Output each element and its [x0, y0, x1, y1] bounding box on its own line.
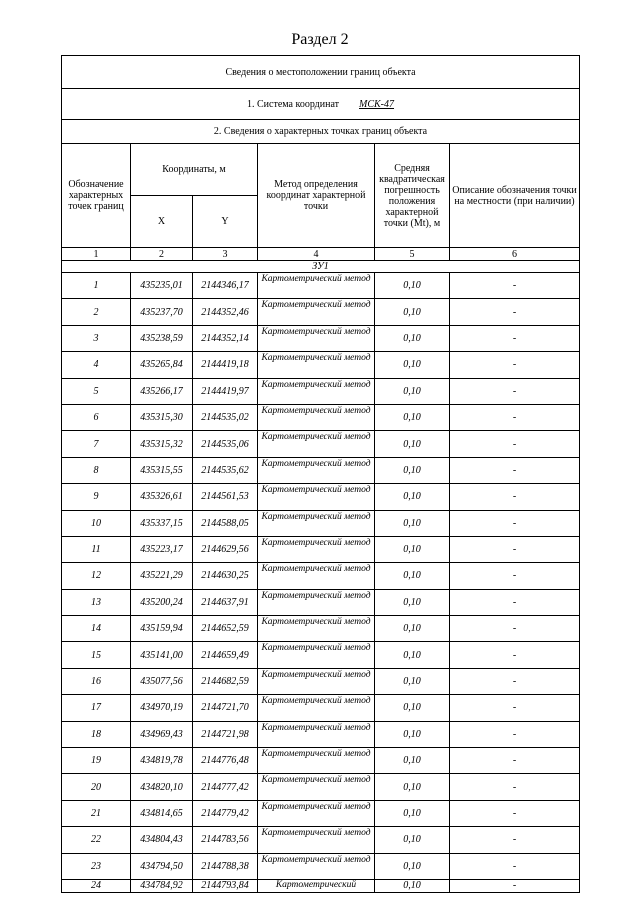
y-coordinate: 2144776,48: [193, 748, 258, 774]
x-coordinate: 435266,17: [131, 378, 193, 404]
y-coordinate: 2144629,56: [193, 536, 258, 562]
y-coordinate: 2144777,42: [193, 774, 258, 800]
point-number: 8: [62, 457, 131, 483]
y-coordinate: 2144535,02: [193, 404, 258, 430]
y-coordinate: 2144419,97: [193, 378, 258, 404]
x-coordinate: 435238,59: [131, 325, 193, 351]
table-row: [62, 325, 580, 351]
description-cell: -: [450, 853, 580, 879]
table-row: [62, 431, 580, 457]
table-row: [62, 748, 580, 774]
y-coordinate: 2144779,42: [193, 800, 258, 826]
y-coordinate: 2144535,62: [193, 457, 258, 483]
error-cell: 0,10: [375, 642, 450, 668]
description-cell: -: [450, 589, 580, 615]
method-cell: Картометрический метод: [258, 536, 375, 562]
method-cell: Картометрический метод: [258, 748, 375, 774]
col-x: X: [131, 196, 193, 248]
point-number: 2: [62, 299, 131, 325]
method-cell: Картометрический метод: [258, 668, 375, 694]
col-number: 6: [450, 248, 580, 261]
error-cell: 0,10: [375, 378, 450, 404]
y-coordinate: 2144659,49: [193, 642, 258, 668]
x-coordinate: 435326,61: [131, 484, 193, 510]
description-cell: -: [450, 352, 580, 378]
description-cell: -: [450, 273, 580, 299]
method-cell: Картометрический метод: [258, 827, 375, 853]
y-coordinate: 2144630,25: [193, 563, 258, 589]
page-title: Раздел 2: [291, 31, 349, 48]
y-coordinate: 2144793,84: [193, 879, 258, 892]
error-cell: 0,10: [375, 563, 450, 589]
description-cell: -: [450, 642, 580, 668]
point-number: 5: [62, 378, 131, 404]
point-number: 14: [62, 616, 131, 642]
description-cell: -: [450, 457, 580, 483]
description-cell: -: [450, 695, 580, 721]
y-coordinate: 2144637,91: [193, 589, 258, 615]
col-method: Метод определения координат характерной точки: [258, 144, 375, 248]
x-coordinate: 435221,29: [131, 563, 193, 589]
point-number: 20: [62, 774, 131, 800]
col-number: 1: [62, 248, 131, 261]
description-cell: -: [450, 616, 580, 642]
method-cell: Картометрический метод: [258, 642, 375, 668]
description-cell: -: [450, 431, 580, 457]
point-number: 6: [62, 404, 131, 430]
table-row: [62, 273, 580, 299]
x-coordinate: 434819,78: [131, 748, 193, 774]
table-row: [62, 827, 580, 853]
y-coordinate: 2144352,14: [193, 325, 258, 351]
method-cell: Картометрический: [258, 879, 375, 892]
col-description: Описание обозначения точки на местности (при наличии): [450, 144, 580, 248]
point-number: 10: [62, 510, 131, 536]
table-row: [62, 774, 580, 800]
y-coordinate: 2144419,18: [193, 352, 258, 378]
description-cell: -: [450, 484, 580, 510]
method-cell: Картометрический метод: [258, 853, 375, 879]
description-cell: -: [450, 536, 580, 562]
error-cell: 0,10: [375, 616, 450, 642]
x-coordinate: 434784,92: [131, 879, 193, 892]
col-number: 3: [193, 248, 258, 261]
table-row: [62, 853, 580, 879]
method-cell: Картометрический метод: [258, 721, 375, 747]
method-cell: Картометрический метод: [258, 325, 375, 351]
x-coordinate: 435315,55: [131, 457, 193, 483]
point-number: 9: [62, 484, 131, 510]
x-coordinate: 435315,30: [131, 404, 193, 430]
y-coordinate: 2144721,98: [193, 721, 258, 747]
col-y: Y: [193, 196, 258, 248]
col-number: 4: [258, 248, 375, 261]
x-coordinate: 435223,17: [131, 536, 193, 562]
description-cell: -: [450, 879, 580, 892]
x-coordinate: 435235,01: [131, 273, 193, 299]
x-coordinate: 434970,19: [131, 695, 193, 721]
point-number: 17: [62, 695, 131, 721]
table-row: [62, 695, 580, 721]
table-row: [62, 589, 580, 615]
description-cell: -: [450, 800, 580, 826]
method-cell: Картометрический метод: [258, 431, 375, 457]
point-number: 11: [62, 536, 131, 562]
x-coordinate: 435237,70: [131, 299, 193, 325]
x-coordinate: 435315,32: [131, 431, 193, 457]
method-cell: Картометрический метод: [258, 299, 375, 325]
description-cell: -: [450, 721, 580, 747]
table-row: [62, 457, 580, 483]
error-cell: 0,10: [375, 695, 450, 721]
col-coordinates: Координаты, м: [131, 144, 258, 196]
point-number: 3: [62, 325, 131, 351]
section-header: Сведения о местоположении границ объекта: [62, 56, 580, 89]
error-cell: 0,10: [375, 510, 450, 536]
error-cell: 0,10: [375, 589, 450, 615]
description-cell: -: [450, 774, 580, 800]
description-cell: -: [450, 510, 580, 536]
x-coordinate: 435200,24: [131, 589, 193, 615]
zone-label: ЗУ1: [62, 261, 580, 273]
description-cell: -: [450, 748, 580, 774]
table-row: [62, 616, 580, 642]
point-number: 23: [62, 853, 131, 879]
table-row: [62, 800, 580, 826]
error-cell: 0,10: [375, 457, 450, 483]
point-number: 7: [62, 431, 131, 457]
error-cell: 0,10: [375, 827, 450, 853]
point-number: 22: [62, 827, 131, 853]
table-row: [62, 510, 580, 536]
y-coordinate: 2144561,53: [193, 484, 258, 510]
method-cell: Картометрический метод: [258, 484, 375, 510]
table-row: [62, 642, 580, 668]
coord-system-label: 1. Система координат: [247, 98, 340, 110]
point-number: 16: [62, 668, 131, 694]
error-cell: 0,10: [375, 404, 450, 430]
table-row: [62, 484, 580, 510]
table-row: [62, 378, 580, 404]
method-cell: Картометрический метод: [258, 273, 375, 299]
table-row: [62, 352, 580, 378]
point-number: 15: [62, 642, 131, 668]
x-coordinate: 434794,50: [131, 853, 193, 879]
x-coordinate: 435265,84: [131, 352, 193, 378]
error-cell: 0,10: [375, 431, 450, 457]
point-number: 21: [62, 800, 131, 826]
point-number: 18: [62, 721, 131, 747]
error-cell: 0,10: [375, 721, 450, 747]
point-number: 19: [62, 748, 131, 774]
description-cell: -: [450, 404, 580, 430]
x-coordinate: 435337,15: [131, 510, 193, 536]
method-cell: Картометрический метод: [258, 616, 375, 642]
table-row: [62, 668, 580, 694]
x-coordinate: 434814,65: [131, 800, 193, 826]
y-coordinate: 2144588,05: [193, 510, 258, 536]
method-cell: Картометрический метод: [258, 695, 375, 721]
point-number: 1: [62, 273, 131, 299]
y-coordinate: 2144352,46: [193, 299, 258, 325]
x-coordinate: 435159,94: [131, 616, 193, 642]
y-coordinate: 2144346,17: [193, 273, 258, 299]
method-cell: Картометрический метод: [258, 510, 375, 536]
point-number: 13: [62, 589, 131, 615]
table-row: [62, 536, 580, 562]
x-coordinate: 434804,43: [131, 827, 193, 853]
col-error: Средняя квадратическая погрешность положения характерной точки (Mt), м: [375, 144, 450, 248]
table-row: [62, 721, 580, 747]
point-number: 12: [62, 563, 131, 589]
error-cell: 0,10: [375, 748, 450, 774]
error-cell: 0,10: [375, 484, 450, 510]
error-cell: 0,10: [375, 774, 450, 800]
method-cell: Картометрический метод: [258, 589, 375, 615]
x-coordinate: 434820,10: [131, 774, 193, 800]
error-cell: 0,10: [375, 299, 450, 325]
table-row: [62, 299, 580, 325]
method-cell: Картометрический метод: [258, 352, 375, 378]
method-cell: Картометрический метод: [258, 457, 375, 483]
points-header: 2. Сведения о характерных точках границ объекта: [62, 120, 580, 144]
method-cell: Картометрический метод: [258, 404, 375, 430]
table-row: [62, 404, 580, 430]
col-number: 5: [375, 248, 450, 261]
error-cell: 0,10: [375, 853, 450, 879]
point-number: 24: [62, 879, 131, 892]
method-cell: Картометрический метод: [258, 378, 375, 404]
y-coordinate: 2144788,38: [193, 853, 258, 879]
x-coordinate: 434969,43: [131, 721, 193, 747]
error-cell: 0,10: [375, 273, 450, 299]
x-coordinate: 435077,56: [131, 668, 193, 694]
y-coordinate: 2144721,70: [193, 695, 258, 721]
col-number: 2: [131, 248, 193, 261]
y-coordinate: 2144535,06: [193, 431, 258, 457]
method-cell: Картометрический метод: [258, 774, 375, 800]
description-cell: -: [450, 668, 580, 694]
coord-system-row: [62, 89, 580, 120]
method-cell: Картометрический метод: [258, 800, 375, 826]
point-number: 4: [62, 352, 131, 378]
coord-system-value: МСК-47: [359, 98, 395, 110]
description-cell: -: [450, 378, 580, 404]
boundary-points-table: [61, 55, 580, 893]
y-coordinate: 2144783,56: [193, 827, 258, 853]
y-coordinate: 2144682,59: [193, 668, 258, 694]
table-row: [62, 563, 580, 589]
x-coordinate: 435141,00: [131, 642, 193, 668]
y-coordinate: 2144652,59: [193, 616, 258, 642]
error-cell: 0,10: [375, 800, 450, 826]
error-cell: 0,10: [375, 879, 450, 892]
table-row: [62, 879, 580, 892]
description-cell: -: [450, 827, 580, 853]
col-point-designation: Обозначение характерных точек границ: [62, 144, 131, 248]
method-cell: Картометрический метод: [258, 563, 375, 589]
error-cell: 0,10: [375, 668, 450, 694]
error-cell: 0,10: [375, 536, 450, 562]
error-cell: 0,10: [375, 352, 450, 378]
description-cell: -: [450, 299, 580, 325]
error-cell: 0,10: [375, 325, 450, 351]
description-cell: -: [450, 563, 580, 589]
description-cell: -: [450, 325, 580, 351]
